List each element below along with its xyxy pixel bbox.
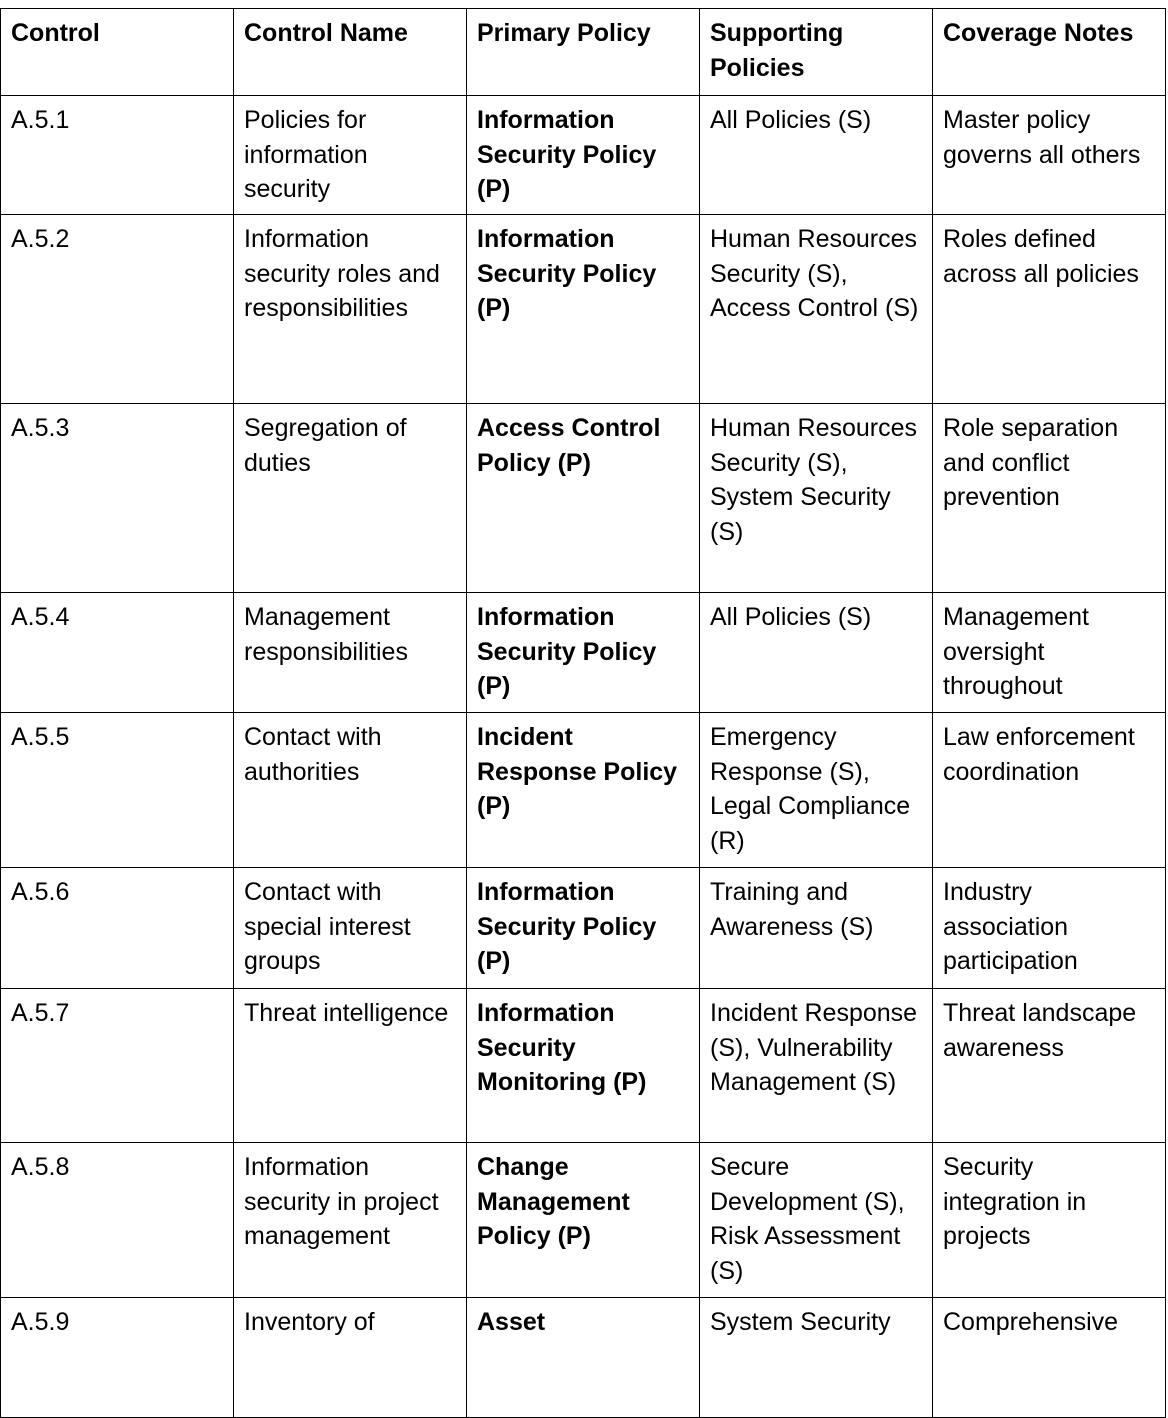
control-name-cell: Inventory of	[234, 1298, 467, 1418]
supporting-policies-cell: All Policies (S)	[700, 593, 933, 713]
supporting-policies-cell: All Policies (S)	[700, 96, 933, 215]
primary-policy-cell: Access Control Policy (P)	[467, 404, 700, 593]
control-name-cell: Contact with special interest groups	[234, 868, 467, 989]
table-row	[1, 96, 1166, 215]
primary-policy-cell: Asset	[467, 1298, 700, 1418]
supporting-policies-cell: Incident Response (S), Vulnerability Management (S)	[700, 989, 933, 1143]
supporting-policies-cell: Emergency Response (S), Legal Compliance (R)	[700, 713, 933, 868]
header-supporting-policies: Supporting Policies	[700, 9, 933, 96]
header-row	[1, 9, 1166, 96]
header-primary-policy: Primary Policy	[467, 9, 700, 96]
supporting-policies-cell: System Security	[700, 1298, 933, 1418]
table-row	[1, 713, 1166, 868]
control-name-cell: Policies for information security	[234, 96, 467, 215]
header-control-name: Control Name	[234, 9, 467, 96]
primary-policy-cell: Information Security Monitoring (P)	[467, 989, 700, 1143]
supporting-policies-cell: Human Resources Security (S), Access Control (S)	[700, 215, 933, 404]
primary-policy-cell: Information Security Policy (P)	[467, 868, 700, 989]
header-control: Control	[1, 9, 234, 96]
control-cell: A.5.4	[1, 593, 234, 713]
table-row	[1, 1298, 1166, 1418]
table-row	[1, 215, 1166, 404]
control-name-cell: Threat intelligence	[234, 989, 467, 1143]
control-cell: A.5.6	[1, 868, 234, 989]
coverage-notes-cell: Role separation and conflict prevention	[933, 404, 1166, 593]
primary-policy-cell: Information Security Policy (P)	[467, 215, 700, 404]
control-mapping-table	[0, 8, 1166, 1418]
coverage-notes-cell: Management oversight throughout	[933, 593, 1166, 713]
primary-policy-cell: Change Management Policy (P)	[467, 1143, 700, 1298]
primary-policy-cell: Information Security Policy (P)	[467, 593, 700, 713]
control-cell: A.5.3	[1, 404, 234, 593]
control-name-cell: Segregation of duties	[234, 404, 467, 593]
coverage-notes-cell: Threat landscape awareness	[933, 989, 1166, 1143]
coverage-notes-cell: Master policy governs all others	[933, 96, 1166, 215]
table-row	[1, 593, 1166, 713]
table-row	[1, 404, 1166, 593]
coverage-notes-cell: Roles defined across all policies	[933, 215, 1166, 404]
header-coverage-notes: Coverage Notes	[933, 9, 1166, 96]
coverage-notes-cell: Law enforcement coordination	[933, 713, 1166, 868]
control-cell: A.5.2	[1, 215, 234, 404]
table-row	[1, 989, 1166, 1143]
table-row	[1, 868, 1166, 989]
coverage-notes-cell: Comprehensive	[933, 1298, 1166, 1418]
control-cell: A.5.7	[1, 989, 234, 1143]
control-name-cell: Information security roles and responsibilities	[234, 215, 467, 404]
primary-policy-cell: Incident Response Policy (P)	[467, 713, 700, 868]
control-cell: A.5.9	[1, 1298, 234, 1418]
control-name-cell: Information security in project management	[234, 1143, 467, 1298]
control-name-cell: Contact with authorities	[234, 713, 467, 868]
table-row	[1, 1143, 1166, 1298]
primary-policy-cell: Information Security Policy (P)	[467, 96, 700, 215]
supporting-policies-cell: Training and Awareness (S)	[700, 868, 933, 989]
coverage-notes-cell: Industry association participation	[933, 868, 1166, 989]
control-cell: A.5.5	[1, 713, 234, 868]
control-cell: A.5.1	[1, 96, 234, 215]
coverage-notes-cell: Security integration in projects	[933, 1143, 1166, 1298]
supporting-policies-cell: Secure Development (S), Risk Assessment (S)	[700, 1143, 933, 1298]
control-name-cell: Management responsibilities	[234, 593, 467, 713]
supporting-policies-cell: Human Resources Security (S), System Security (S)	[700, 404, 933, 593]
control-cell: A.5.8	[1, 1143, 234, 1298]
